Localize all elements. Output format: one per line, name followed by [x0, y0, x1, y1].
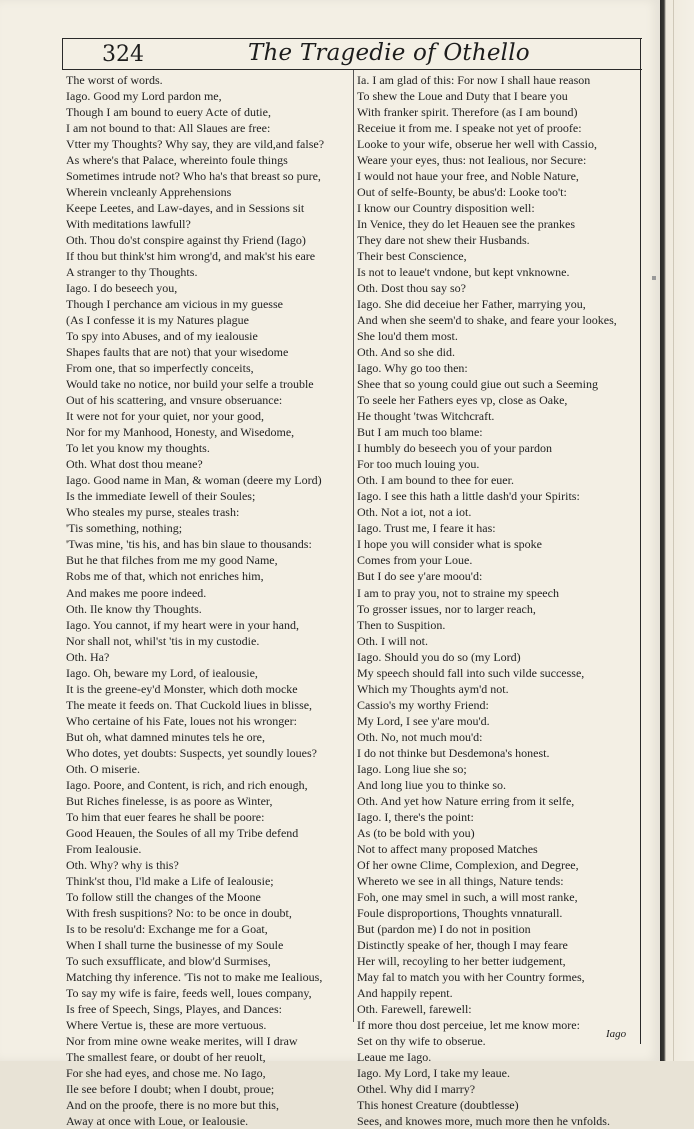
- text-line: Whereto we see in all things, Nature tends:: [357, 873, 564, 888]
- text-line: If thou but think'st him wrong'd, and mak'st his eare: [66, 249, 316, 264]
- text-line: Foule disproportions, Thoughts vnnaturall.: [357, 905, 563, 920]
- text-line: But he that filches from me my good Name,: [66, 553, 278, 568]
- text-line: Nor for my Manhood, Honesty, and Wisedome,: [66, 425, 295, 440]
- text-line: Othel. Why did I marry?: [357, 1081, 476, 1096]
- text-line: A stranger to thy Thoughts.: [66, 265, 198, 280]
- text-line: Oth. And so she did.: [357, 345, 456, 360]
- text-line: Where Vertue is, these are more vertuous.: [66, 1017, 267, 1032]
- text-line: Iago. Why go too then:: [357, 361, 468, 376]
- text-line: My Lord, I see y'are mou'd.: [357, 713, 490, 728]
- text-line: To such exsufflicate, and blow'd Surmises,: [66, 953, 271, 968]
- text-line: Receiue it from me. I speake not yet of proofe:: [357, 121, 582, 136]
- text-line: Out of selfe-Bounty, be abus'd: Looke too't:: [357, 185, 567, 200]
- text-line: Iago. Poore, and Content, is rich, and rich enough,: [66, 777, 308, 792]
- text-line: Iago. You cannot, if my heart were in your hand,: [66, 617, 299, 632]
- text-line: Oth. I will not.: [357, 633, 428, 648]
- text-line: Foh, one may smel in such, a will most ranke,: [357, 889, 578, 904]
- catchword: Iago: [606, 1028, 627, 1040]
- text-line: Not to affect many proposed Matches: [357, 841, 538, 856]
- text-line: To him that euer feares he shall be poore:: [66, 809, 265, 824]
- text-line: Distinctly speake of her, though I may feare: [357, 937, 568, 952]
- text-line: Oth. Ile know thy Thoughts.: [66, 601, 202, 616]
- text-line: With franker spirit. Therefore (as I am bound): [357, 105, 578, 120]
- text-line: But oh, what damned minutes tels he ore,: [66, 729, 265, 744]
- margin-mark: [652, 276, 656, 280]
- text-line: The meate it feeds on. That Cuckold liues in blisse,: [66, 697, 313, 712]
- text-line: When I shall turne the businesse of my Soule: [66, 937, 284, 952]
- text-line: It were not for your quiet, nor your good,: [66, 409, 264, 424]
- text-line: Cassio's my worthy Friend:: [357, 697, 489, 712]
- text-line: Oth. Dost thou say so?: [357, 281, 466, 296]
- text-line: Iago. Long liue she so;: [357, 761, 467, 776]
- text-line: Oth. Farewell, farewell:: [357, 1001, 472, 1016]
- text-line: 'Twas mine, 'tis his, and has bin slaue to thousands:: [66, 537, 312, 552]
- text-line: With meditations lawfull?: [66, 217, 191, 232]
- text-line: In Venice, they do let Heauen see the prankes: [357, 217, 576, 232]
- text-line: Their best Conscience,: [357, 249, 467, 264]
- text-line: Would take no notice, nor build your selfe a trouble: [66, 377, 314, 392]
- text-line: And makes me poore indeed.: [66, 585, 207, 600]
- text-line: As (to be bold with you): [357, 825, 475, 840]
- running-title: The Tragedie of Othello: [248, 40, 530, 66]
- text-line: Her will, recoyling to her better iudgement,: [357, 953, 566, 968]
- text-line: Who certaine of his Fate, loues not his wronger:: [66, 713, 297, 728]
- text-line: The worst of words.: [66, 73, 163, 87]
- left-column: [66, 72, 350, 1129]
- text-line: Sometimes intrude not? Who ha's that breast so pure,: [66, 169, 321, 184]
- text-line: Which my Thoughts aym'd not.: [357, 681, 509, 696]
- header-rule-bottom: [62, 69, 642, 70]
- text-line: Is free of Speech, Sings, Playes, and Dances:: [66, 1001, 282, 1016]
- text-line: Weare your eyes, thus: not Iealious, nor Secure:: [357, 153, 587, 168]
- text-line: Iago. I see this hath a little dash'd your Spirits:: [357, 489, 580, 504]
- text-line: Good Heauen, the Soules of all my Tribe defend: [66, 825, 299, 840]
- text-line: Oth. O miserie.: [66, 761, 140, 776]
- text-line: It is the greene-ey'd Monster, which doth mocke: [66, 681, 298, 696]
- header-rule-left: [62, 38, 63, 70]
- text-line: Who dotes, yet doubts: Suspects, yet soundly loues?: [66, 745, 317, 760]
- text-line: Matching thy inference. 'Tis not to make me Iealious,: [66, 969, 323, 984]
- text-line: They dare not shew their Husbands.: [357, 233, 530, 248]
- text-line: Oth. No, not much mou'd:: [357, 729, 483, 744]
- text-line: Vtter my Thoughts? Why say, they are vild,and false?: [66, 137, 325, 152]
- header-rule-top: [62, 38, 642, 39]
- text-line: Is to be resolu'd: Exchange me for a Goat,: [66, 921, 268, 936]
- text-line: Oth. Why? why is this?: [66, 857, 179, 872]
- text-line: But I do see y'are moou'd:: [357, 569, 483, 584]
- text-line: I am not bound to that: All Slaues are free:: [66, 121, 271, 136]
- text-line: Nor from mine owne weake merites, will I draw: [66, 1033, 298, 1048]
- text-line: Leaue me Iago.: [357, 1049, 432, 1064]
- text-line: Comes from your Loue.: [357, 553, 473, 568]
- text-line: She lou'd them most.: [357, 329, 458, 344]
- text-line: And on the proofe, there is no more but this,: [66, 1098, 279, 1112]
- text-line: For she had eyes, and chose me. No Iago,: [66, 1065, 266, 1080]
- text-line: And happily repent.: [357, 985, 453, 1000]
- text-line: But I am much too blame:: [357, 425, 483, 440]
- text-line: As where's that Palace, whereinto foule things: [66, 153, 288, 168]
- text-line: 'Tis something, nothing;: [66, 521, 183, 536]
- text-line: Iago. Good name in Man, & woman (deere my Lord): [66, 473, 322, 488]
- text-line: Nor shall not, whil'st 'tis in my custodie.: [66, 633, 260, 648]
- text-line: And long liue you to thinke so.: [357, 777, 506, 792]
- text-line: To let you know my thoughts.: [66, 441, 210, 456]
- text-line: Shapes faults that are not) that your wisedome: [66, 345, 289, 360]
- text-line: Iago. I do beseech you,: [66, 281, 178, 296]
- text-line: Iago. Oh, beware my Lord, of iealousie,: [66, 665, 258, 680]
- text-line: To say my wife is faire, feeds well, loues company,: [66, 985, 312, 1000]
- text-line: May fal to match you with her Country formes,: [357, 969, 585, 984]
- text-line: Out of his scattering, and vnsure obseruance:: [66, 393, 283, 408]
- text-line: Keepe Leetes, and Law-dayes, and in Sessions sit: [66, 201, 305, 216]
- text-line: The smallest feare, or doubt of her reuolt,: [66, 1049, 266, 1064]
- text-line: Iago. Trust me, I feare it has:: [357, 521, 496, 536]
- text-line: I am to pray you, not to straine my speech: [357, 585, 559, 600]
- book-gutter: [660, 0, 694, 1061]
- text-line: Robs me of that, which not enriches him,: [66, 569, 264, 584]
- text-line: I do not thinke but Desdemona's honest.: [357, 745, 550, 760]
- text-line: From Iealousie.: [66, 841, 142, 856]
- text-line: Think'st thou, I'ld make a Life of Iealousie;: [66, 873, 274, 888]
- text-line: Oth. Thou do'st conspire against thy Friend (Iago): [66, 233, 306, 248]
- text-line: This honest Creature (doubtlesse): [357, 1098, 519, 1112]
- text-line: To shew the Loue and Duty that I beare you: [357, 89, 568, 104]
- text-line: Iago. Good my Lord pardon me,: [66, 89, 222, 104]
- right-column: [357, 72, 639, 1129]
- text-line: Oth. What dost thou meane?: [66, 457, 203, 472]
- column-divider: [353, 70, 354, 1022]
- text-line: For too much louing you.: [357, 457, 480, 472]
- text-line: But (pardon me) I do not in position: [357, 921, 531, 936]
- text-line: To follow still the changes of the Moone: [66, 889, 261, 904]
- text-line: Of her owne Clime, Complexion, and Degree,: [357, 857, 579, 872]
- text-line: Who steales my purse, steales trash:: [66, 505, 240, 520]
- text-line: Oth. I am bound to thee for euer.: [357, 473, 514, 488]
- text-line: Wherein vncleanly Apprehensions: [66, 185, 232, 200]
- text-line: Iago. My Lord, I take my leaue.: [357, 1065, 510, 1080]
- text-line: Iago. She did deceiue her Father, marrying you,: [357, 297, 586, 312]
- text-line: Looke to your wife, obserue her well with Cassio,: [357, 137, 597, 152]
- text-line: To grosser issues, nor to larger reach,: [357, 601, 536, 616]
- text-line: Iago. I, there's the point:: [357, 809, 474, 824]
- text-line: Though I am bound to euery Acte of dutie,: [66, 105, 271, 120]
- text-line: But Riches finelesse, is as poore as Winter,: [66, 793, 273, 808]
- text-line: Shee that so young could giue out such a Seeming: [357, 377, 598, 392]
- text-line: Iago. Should you do so (my Lord): [357, 649, 521, 664]
- text-line: To spy into Abuses, and of my iealousie: [66, 329, 258, 344]
- text-line: Though I perchance am vicious in my guesse: [66, 297, 283, 312]
- text-line: Then to Suspition.: [357, 617, 446, 632]
- text-line: Oth. And yet how Nature erring from it selfe,: [357, 793, 575, 808]
- text-line: Is not to leaue't vndone, but kept vnknowne.: [357, 265, 570, 280]
- text-line: I humbly do beseech you of your pardon: [357, 441, 552, 456]
- text-line: Set on thy wife to obserue.: [357, 1033, 486, 1048]
- text-line: I know our Country disposition well:: [357, 201, 535, 216]
- text-line: Is the immediate Iewell of their Soules;: [66, 489, 256, 504]
- gutter-divider: [673, 0, 674, 1061]
- text-line: If more thou dost perceiue, let me know more:: [357, 1017, 580, 1032]
- text-line: Oth. Ha?: [66, 649, 110, 664]
- text-line: He thought 'twas Witchcraft.: [357, 409, 495, 424]
- text-line: To seele her Fathers eyes vp, close as Oake,: [357, 393, 568, 408]
- text-line: Ia. I am glad of this: For now I shall haue reason: [357, 73, 591, 87]
- text-line: I hope you will consider what is spoke: [357, 537, 542, 552]
- text-line: From one, that so imperfectly conceits,: [66, 361, 254, 376]
- text-line: Oth. Not a iot, not a iot.: [357, 505, 472, 520]
- text-line: And when she seem'd to shake, and feare your lookes,: [357, 313, 617, 328]
- page-rule-right: [640, 38, 641, 1044]
- text-line: (As I confesse it is my Natures plague: [66, 313, 249, 328]
- text-line: With fresh suspitions? No: to be once in doubt,: [66, 905, 292, 920]
- text-line: Ile see before I doubt; when I doubt, proue;: [66, 1081, 275, 1096]
- text-line: I would not haue your free, and Noble Nature,: [357, 169, 579, 184]
- text-line: My speech should fall into such vilde successe,: [357, 665, 585, 680]
- text-line: Away at once with Loue, or Iealousie.: [66, 1114, 249, 1129]
- text-line: Sees, and knowes more, much more then he vnfolds.: [357, 1114, 610, 1129]
- page-number: 324: [102, 42, 144, 67]
